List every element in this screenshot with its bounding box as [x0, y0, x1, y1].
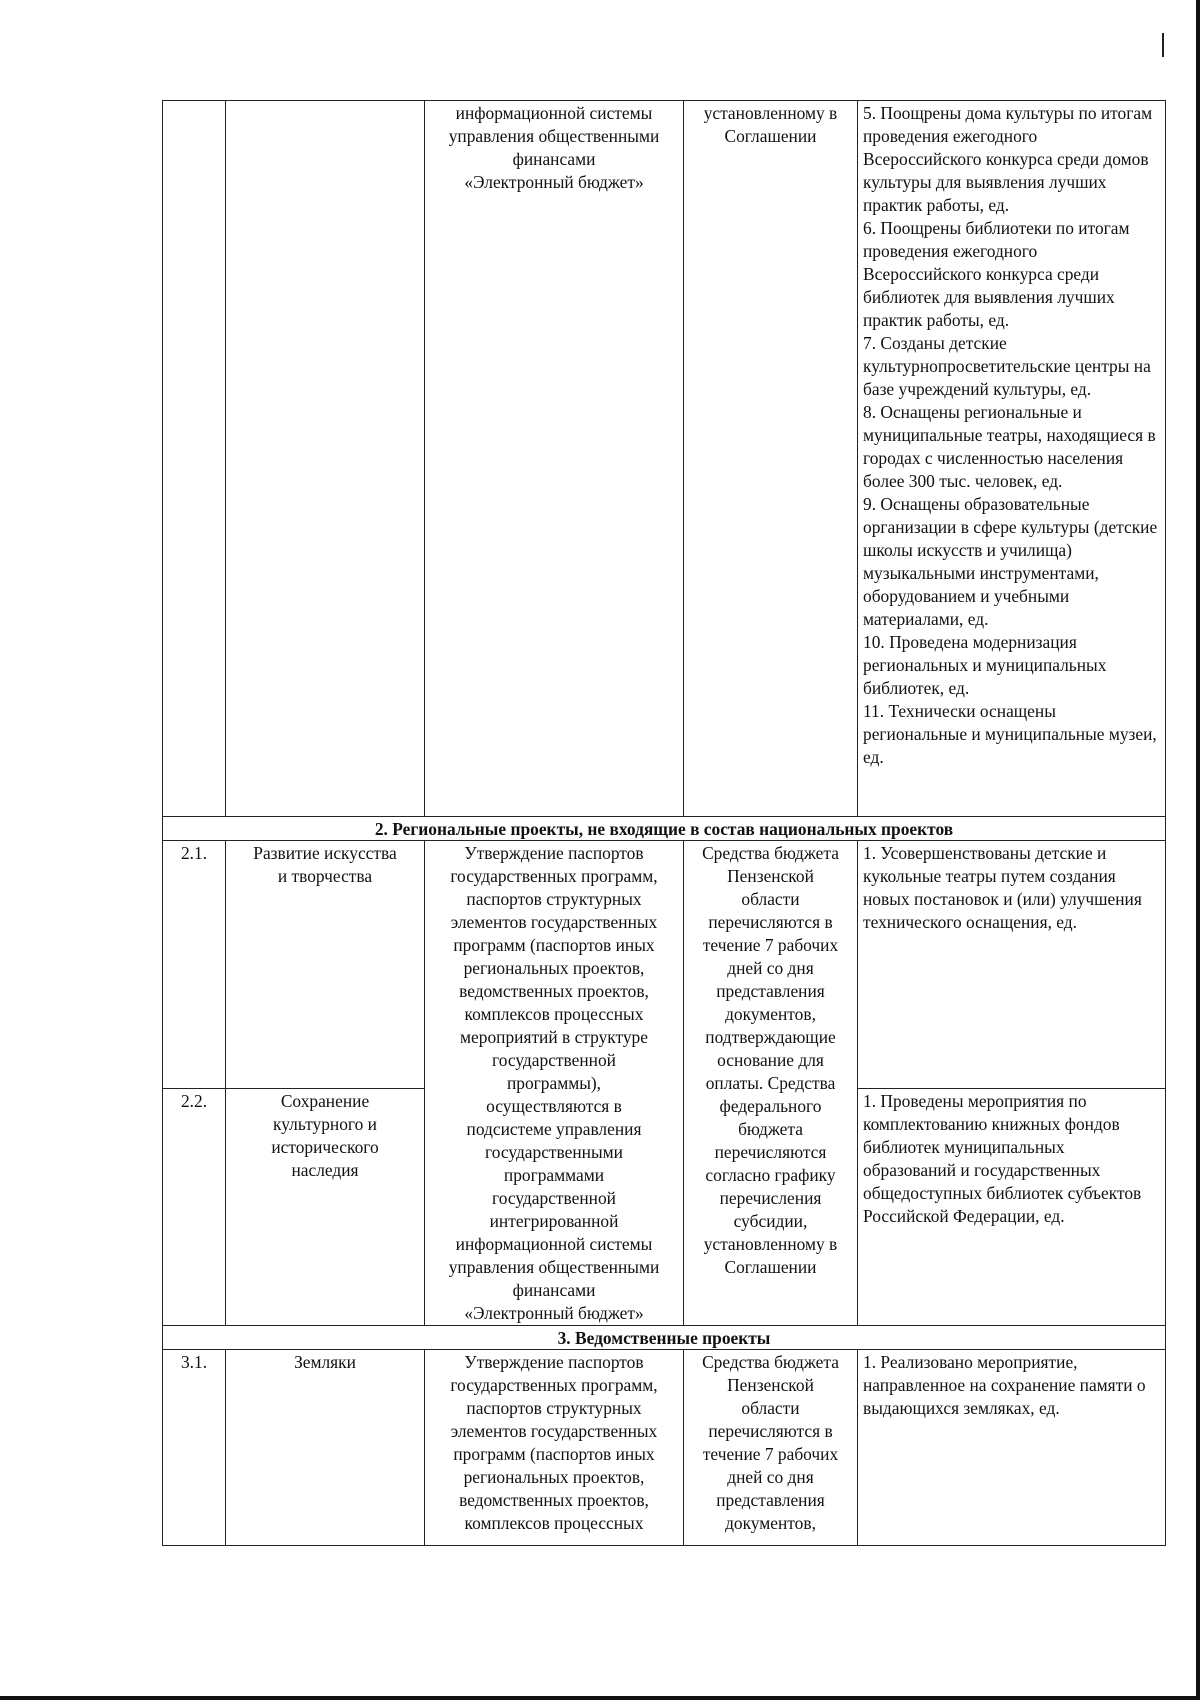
section-header-2 — [163, 817, 1166, 841]
cell-results: 1. Усовершенствованы детские и кукольные театры путем создания новых постановок и (или) улучшения технического оснащения, ед. — [858, 841, 1166, 1089]
section-title: 2. Региональные проекты, не входящие в состав национальных проектов — [163, 817, 1166, 841]
cell-results: 5. Поощрены дома культуры по итогам проведения ежегодного Всероссийского конкурса среди домов культуры для выявления лучших практик работы, ед. 6. Поощрены библиотеки по итогам проведения ежегодного Всероссийского конкурса среди библиотек для выявления лучших практик работы, ед. 7. Созданы детские культурнопросветительские центры на базе учреждений культуры, ед. 8. Оснащены региональные и муниципальные театры, находящиеся в городах с численностью населения более 300 тыс. человек, ед. 9. Оснащены образовательные организации в сфере культуры (детские школы искусств и училища) музыкальными инструментами, оборудованием и учебными материалами, ед. 10. Проведена модернизация региональных и муниципальных библиотек, ед. 11. Технически оснащены региональные и муниципальные музеи, ед. — [858, 101, 1166, 817]
scan-edge-bottom — [0, 1696, 1200, 1700]
table-row-2-1 — [163, 841, 1166, 1089]
cell-name: Развитие искусства и творчества — [226, 841, 425, 1089]
scan-edge-right — [1196, 0, 1200, 1700]
scan-mark — [1162, 33, 1164, 57]
cell-funding: Средства бюджета Пензенской области перечисляются в течение 7 рабочих дней со дня представления документов, подтверждающие основание для оплаты. Средства федерального бюджета перечисляются согласно графику перечисления субсидии, установленному в Соглашении — [684, 841, 858, 1326]
cell-number: 2.2. — [163, 1088, 226, 1325]
cell-funding: Средства бюджета Пензенской области перечисляются в течение 7 рабочих дней со дня представления документов, — [684, 1350, 858, 1546]
cell-results: 1. Реализовано мероприятие, направленное на сохранение памяти о выдающихся земляках, ед. — [858, 1350, 1166, 1546]
table-row-3-1 — [163, 1350, 1166, 1546]
cell-number — [163, 101, 226, 817]
cell-name: Земляки — [226, 1350, 425, 1546]
cell-number: 2.1. — [163, 841, 226, 1089]
cell-number: 3.1. — [163, 1350, 226, 1546]
cell-name — [226, 101, 425, 817]
cell-name: Сохранение культурного и исторического наследия — [226, 1088, 425, 1325]
cell-funding: установленному в Соглашении — [684, 101, 858, 817]
cell-mechanism: Утверждение паспортов государственных программ, паспортов структурных элементов государственных программ (паспортов иных региональных проектов, ведомственных проектов, комплексов процессных — [425, 1350, 684, 1546]
cell-mechanism: Утверждение паспортов государственных программ, паспортов структурных элементов государственных программ (паспортов иных региональных проектов, ведомственных проектов, комплексов процессных мероприятий в структуре государственной программы), осуществляются в подсистеме управления государственными программами государственной интегрированной информационной системы управления общественными финансами «Электронный бюджет» — [425, 841, 684, 1326]
cell-results: 1. Проведены мероприятия по комплектованию книжных фондов библиотек муниципальных образований и государственных общедоступных библиотек субъектов Российской Федерации, ед. — [858, 1088, 1166, 1325]
section-title: 3. Ведомственные проекты — [163, 1326, 1166, 1350]
cell-mechanism: информационной системы управления общественными финансами «Электронный бюджет» — [425, 101, 684, 817]
measures-table — [162, 100, 1166, 1546]
section-header-3 — [163, 1326, 1166, 1350]
table-row-continuation — [163, 101, 1166, 817]
